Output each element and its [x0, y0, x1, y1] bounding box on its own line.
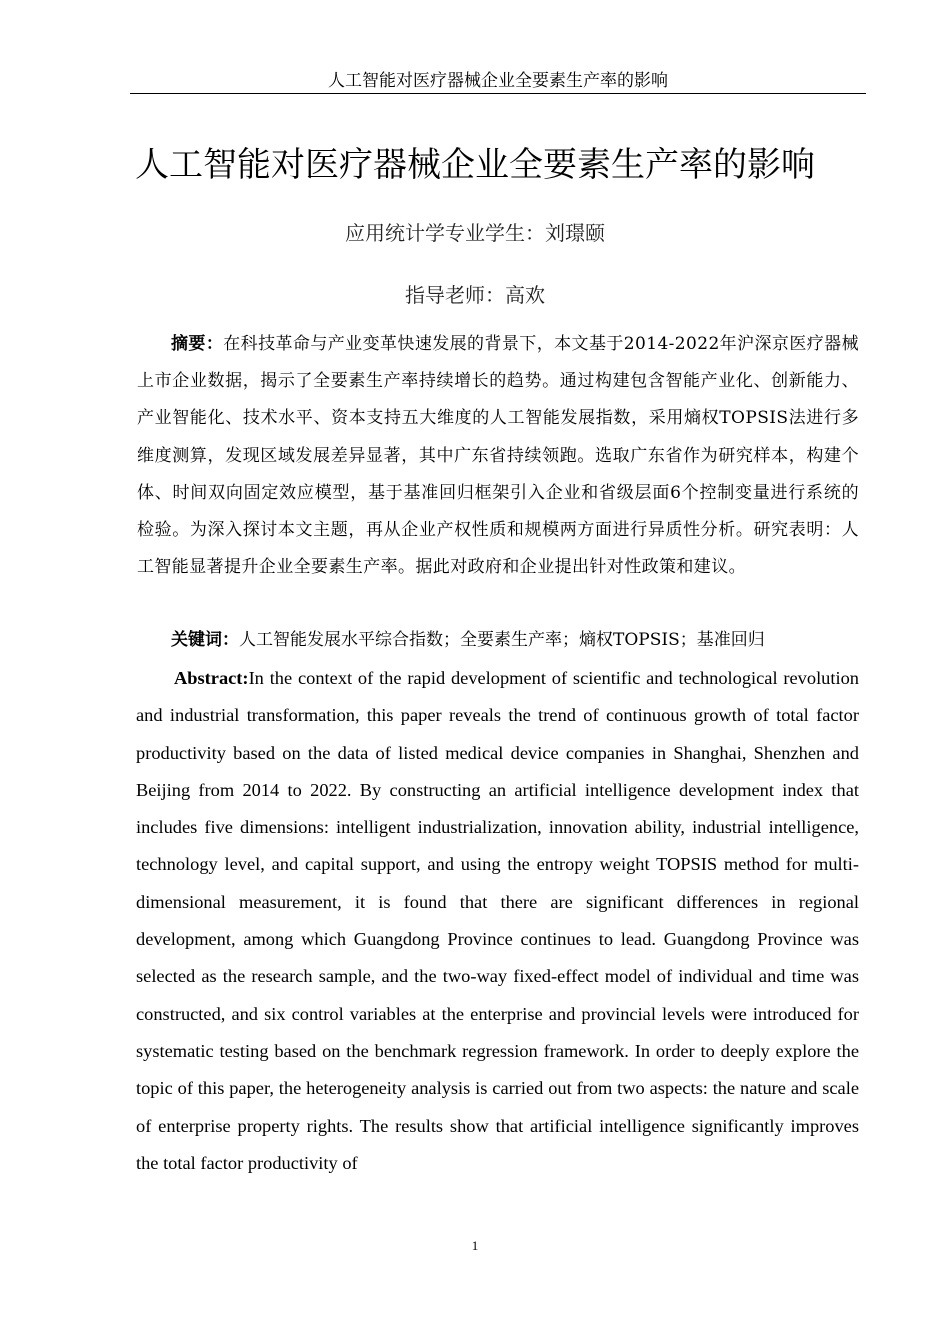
running-header: 人工智能对医疗器械企业全要素生产率的影响: [130, 70, 866, 94]
advisor-line: 指导老师：高欢: [405, 283, 545, 307]
abstract-chinese: [137, 326, 859, 586]
abstract-en-label: Abstract:: [174, 668, 249, 688]
keywords-cn-label: 关键词：: [171, 630, 239, 650]
abstract-english: [136, 660, 859, 1182]
page-number: 1: [471, 1238, 479, 1253]
keywords-chinese: [137, 622, 859, 659]
abstract-en-text: In the context of the rapid development of scientific and technological revolution and industrial transformation, this paper reveals the trend of continuous growth of total factor productivity based on the data of listed medical device companies in Shanghai, Shenzhen and Beijing from 2014 to 2022. By constructing an artificial intelligence development index that includes five dimensions: intelligent industrialization, innovation ability, industrial intelligence, technology level, and capital support, and using the entropy weight TOPSIS method for multi-dimensional measurement, it is found that there are significant differences in regional development, among which Guangdong Province continues to lead. Guangdong Province was selected as the research sample, and the two-way fixed-effect model of individual and time was constructed, and six control variables at the enterprise and provincial levels were introduced for systematic testing based on the benchmark regression framework. In order to deeply explore the topic of this paper, the heterogeneity analysis is carried out from two aspects: the nature and scale of enterprise property rights. The results show that artificial intelligence significantly improves the total factor productivity of: [136, 668, 859, 1173]
author-line: 应用统计学专业学生：刘璟颐: [345, 221, 605, 245]
keywords-cn-text: 人工智能发展水平综合指数；全要素生产率；熵权TOPSIS；基准回归: [239, 630, 765, 650]
abstract-cn-label: 摘要：: [171, 334, 224, 354]
abstract-cn-text: 在科技革命与产业变革快速发展的背景下，本文基于2014-2022年沪深京医疗器械上市企业数据，揭示了全要素生产率持续增长的趋势。通过构建包含智能产业化、创新能力、产业智能化、技术水平、资本支持五大维度的人工智能发展指数，采用熵权TOPSIS法进行多维度测算，发现区域发展差异显著，其中广东省持续领跑。选取广东省作为研究样本，构建个体、时间双向固定效应模型，基于基准回归框架引入企业和省级层面6个控制变量进行系统的检验。为深入探讨本文主题，再从企业产权性质和规模两方面进行异质性分析。研究表明：人工智能显著提升企业全要素生产率。据此对政府和企业提出针对性政策和建议。: [137, 334, 859, 578]
paper-title: 人工智能对医疗器械企业全要素生产率的影响: [135, 145, 815, 185]
